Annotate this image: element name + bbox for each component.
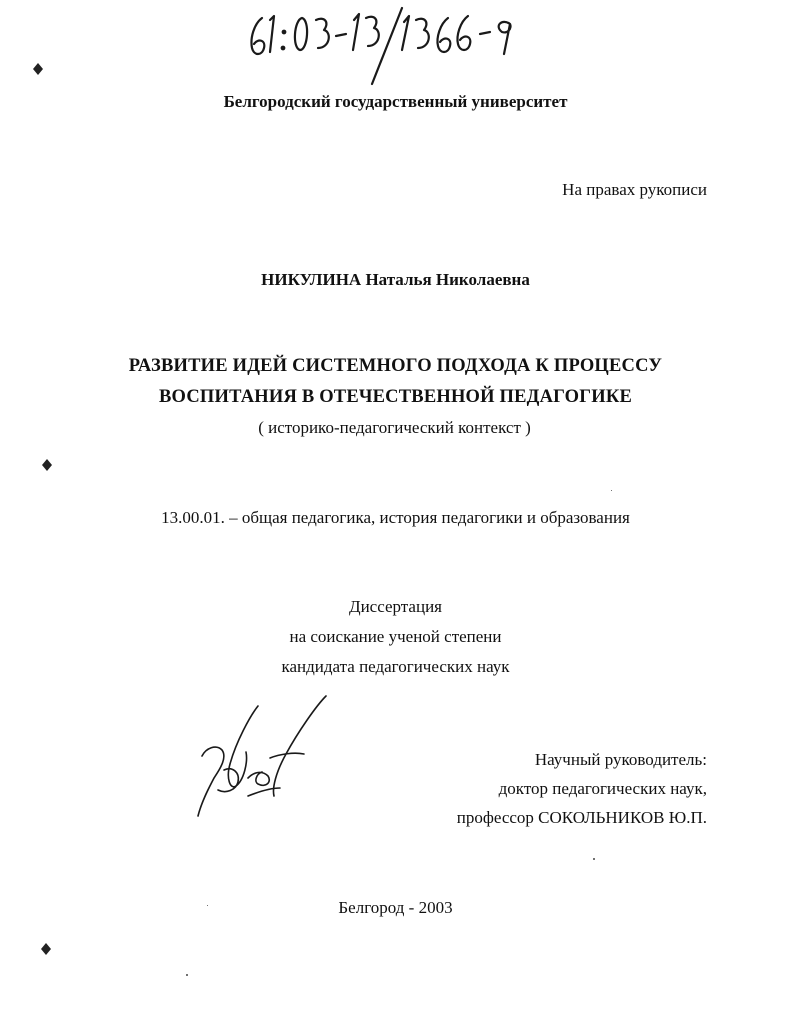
scan-speck	[611, 490, 612, 491]
scan-speck	[593, 858, 595, 860]
dissertation-label: Диссертация	[348, 597, 442, 616]
manuscript-rights-note: На правах рукописи	[562, 180, 707, 199]
university-name: Белгородский государственный университет	[223, 92, 568, 111]
binder-hole-mark	[32, 62, 44, 76]
supervisor-label: Научный руководитель:	[534, 750, 707, 769]
degree-line-2: кандидата педагогических наук	[281, 657, 510, 676]
thesis-subtitle-context: ( историко-педагогический контекст )	[258, 418, 531, 437]
author-name: НИКУЛИНА Наталья Николаевна	[261, 270, 530, 289]
city-and-year: Белгород - 2003	[338, 898, 453, 917]
specialty-code: 13.00.01. – общая педагогика, история педагогики и образования	[161, 508, 630, 527]
degree-line-1: на соискание ученой степени	[289, 627, 502, 646]
thesis-title-line-1: РАЗВИТИЕ ИДЕЙ СИСТЕМНОГО ПОДХОДА К ПРОЦЕССУ	[128, 356, 663, 376]
supervisor-degree: доктор педагогических наук,	[498, 779, 707, 798]
binder-hole-mark	[41, 458, 53, 472]
thesis-title-line-2: ВОСПИТАНИЯ В ОТЕЧЕСТВЕННОЙ ПЕДАГОГИКЕ	[159, 387, 632, 407]
scan-speck	[186, 974, 188, 976]
binder-hole-mark	[40, 942, 52, 956]
archive-stamp-handwriting	[240, 4, 540, 96]
handwritten-signature	[188, 692, 338, 822]
supervisor-name: профессор СОКОЛЬНИКОВ Ю.П.	[456, 808, 707, 827]
